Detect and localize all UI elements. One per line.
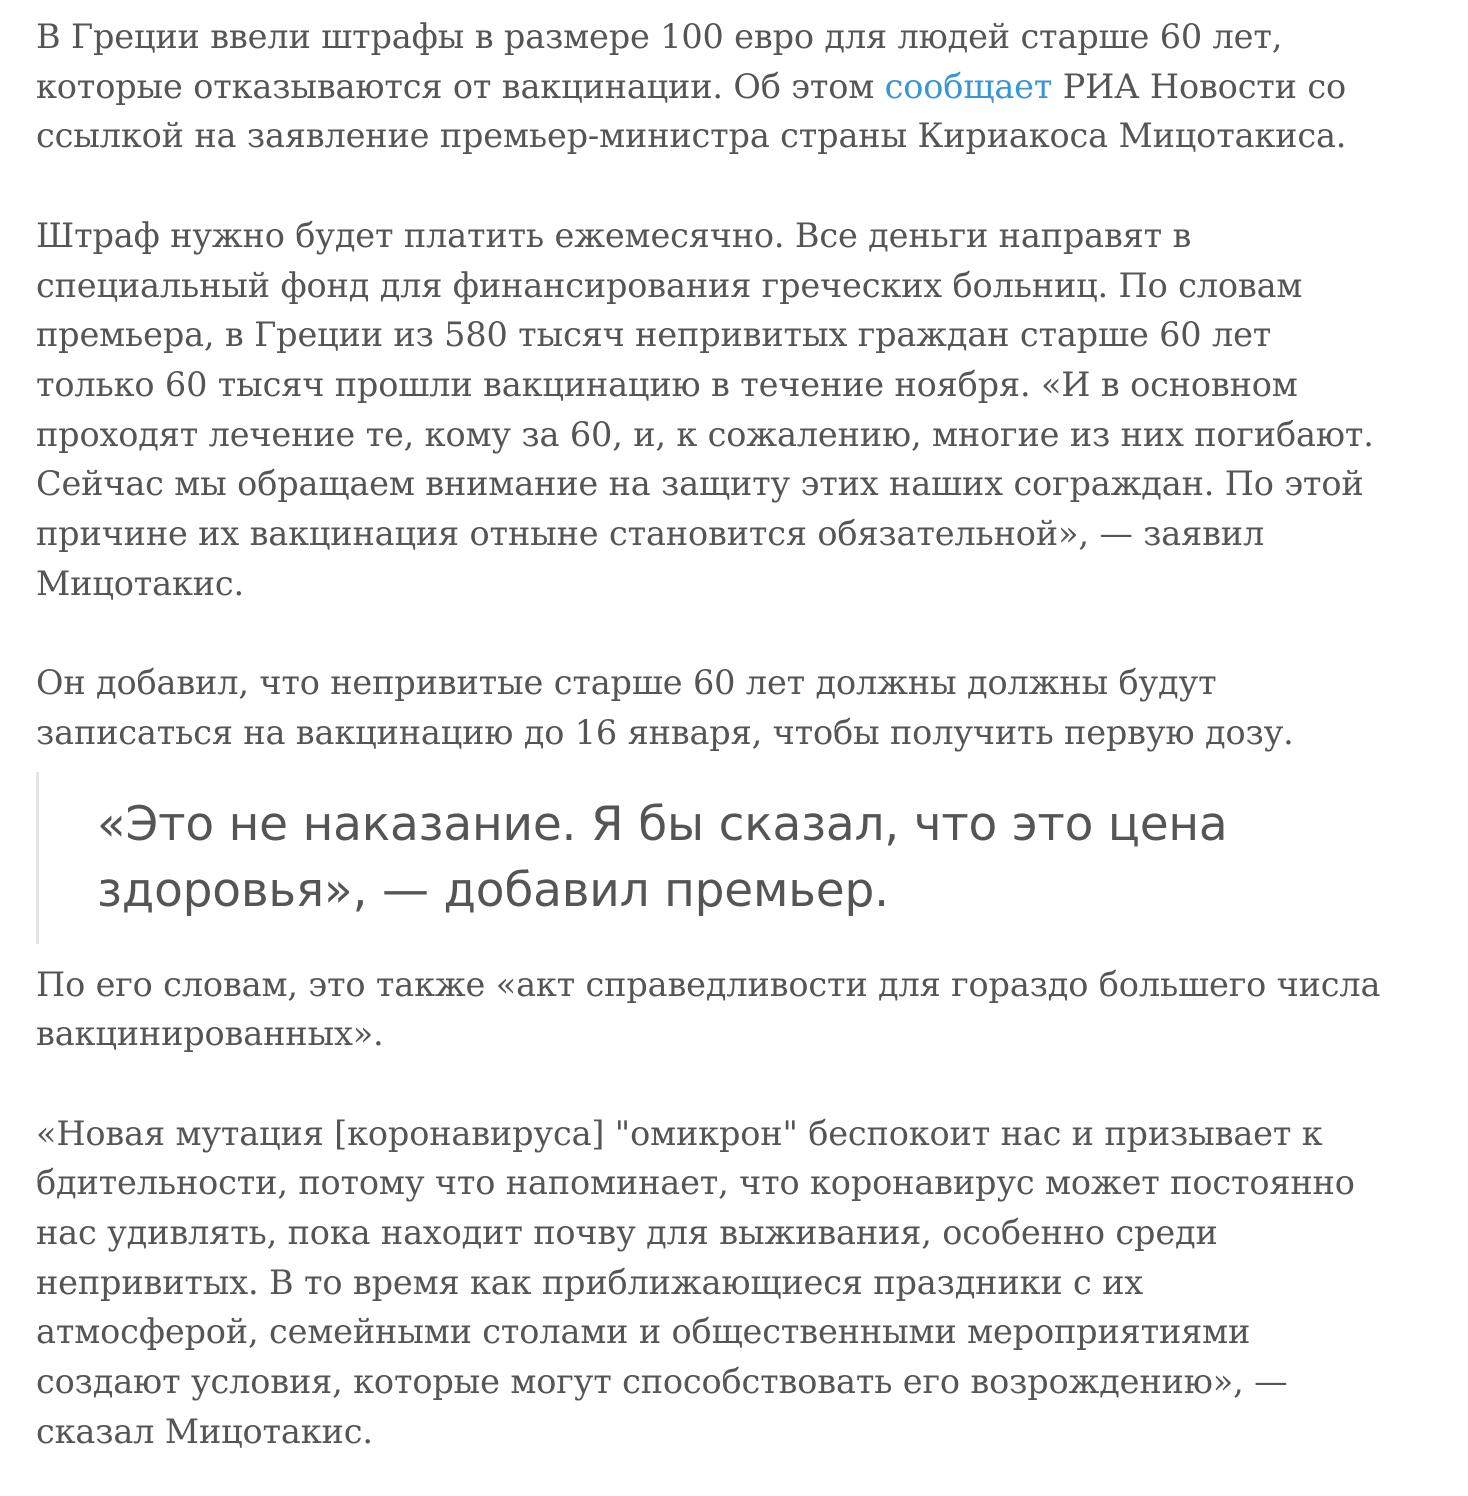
paragraph-justice (36, 960, 1456, 1059)
paragraph-line: вакцинированных». (36, 1014, 384, 1054)
paragraph-line: специальный фонд для финансирования греческих больниц. По словам (36, 265, 1303, 305)
paragraph-spacer (36, 608, 1456, 658)
quote-line: здоровья», — добавил премьер. (97, 862, 889, 918)
paragraph-line: создают условия, которые могут способствовать его возрождению», — (36, 1362, 1288, 1402)
paragraph-line: непривитых. В то время как приближающиеся праздники с их (36, 1262, 1144, 1302)
paragraph-text: которые отказываются от вакцинации. Об этом (36, 66, 885, 106)
paragraph-line: бдительности, потому что напоминает, что коронавирус может постоянно (36, 1163, 1355, 1203)
paragraph-spacer (36, 1059, 1456, 1109)
paragraph-omicron-quote (36, 1109, 1456, 1457)
paragraph-line: «Новая мутация [коронавируса] "омикрон" беспокоит нас и призывает к (36, 1113, 1323, 1153)
paragraph-intro (36, 12, 1456, 161)
source-link[interactable]: сообщает (884, 66, 1053, 106)
paragraph-line: записаться на вакцинацию до 16 января, чтобы получить первую дозу. (36, 712, 1294, 752)
paragraph-line: Он добавил, что непривитые старше 60 лет должны должны будут (36, 663, 1217, 703)
paragraph-line: нас удивлять, пока находит почву для выживания, особенно среди (36, 1213, 1218, 1253)
article-body (36, 12, 1456, 1457)
paragraph-line: По его словам, это также «акт справедливости для гораздо большего числа (36, 964, 1381, 1004)
paragraph-deadline (36, 658, 1456, 757)
paragraph-line: Сейчас мы обращаем внимание на защиту этих наших сограждан. По этой (36, 464, 1364, 504)
paragraph-line: премьера, в Греции из 580 тысяч непривитых граждан старше 60 лет (36, 315, 1272, 355)
paragraph-spacer (36, 161, 1456, 211)
paragraph-line: ссылкой на заявление премьер-министра страны Кириакоса Мицотакиса. (36, 116, 1347, 156)
paragraph-line: Штраф нужно будет платить ежемесячно. Все деньги направят в (36, 215, 1192, 255)
paragraph-line: проходят лечение те, кому за 60, и, к сожалению, многие из них погибают. (36, 414, 1374, 454)
paragraph-text: РИА Новости со (1052, 66, 1346, 106)
paragraph-line: сказал Мицотакис. (36, 1411, 373, 1451)
paragraph-line: атмосферой, семейными столами и общественными мероприятиями (36, 1312, 1251, 1352)
paragraph-line: Мицотакис. (36, 563, 245, 603)
paragraph-fine-details (36, 211, 1456, 609)
paragraph-line: только 60 тысяч прошли вакцинацию в течение ноября. «И в основном (36, 364, 1298, 404)
paragraph-line (36, 62, 1456, 112)
pull-quote (36, 772, 1456, 944)
paragraph-line: причине их вакцинация отныне становится обязательной», — заявил (36, 514, 1265, 554)
quote-line: «Это не наказание. Я бы сказал, что это цена (97, 796, 1228, 852)
paragraph-line: В Греции ввели штрафы в размере 100 евро для людей старше 60 лет, (36, 17, 1283, 56)
